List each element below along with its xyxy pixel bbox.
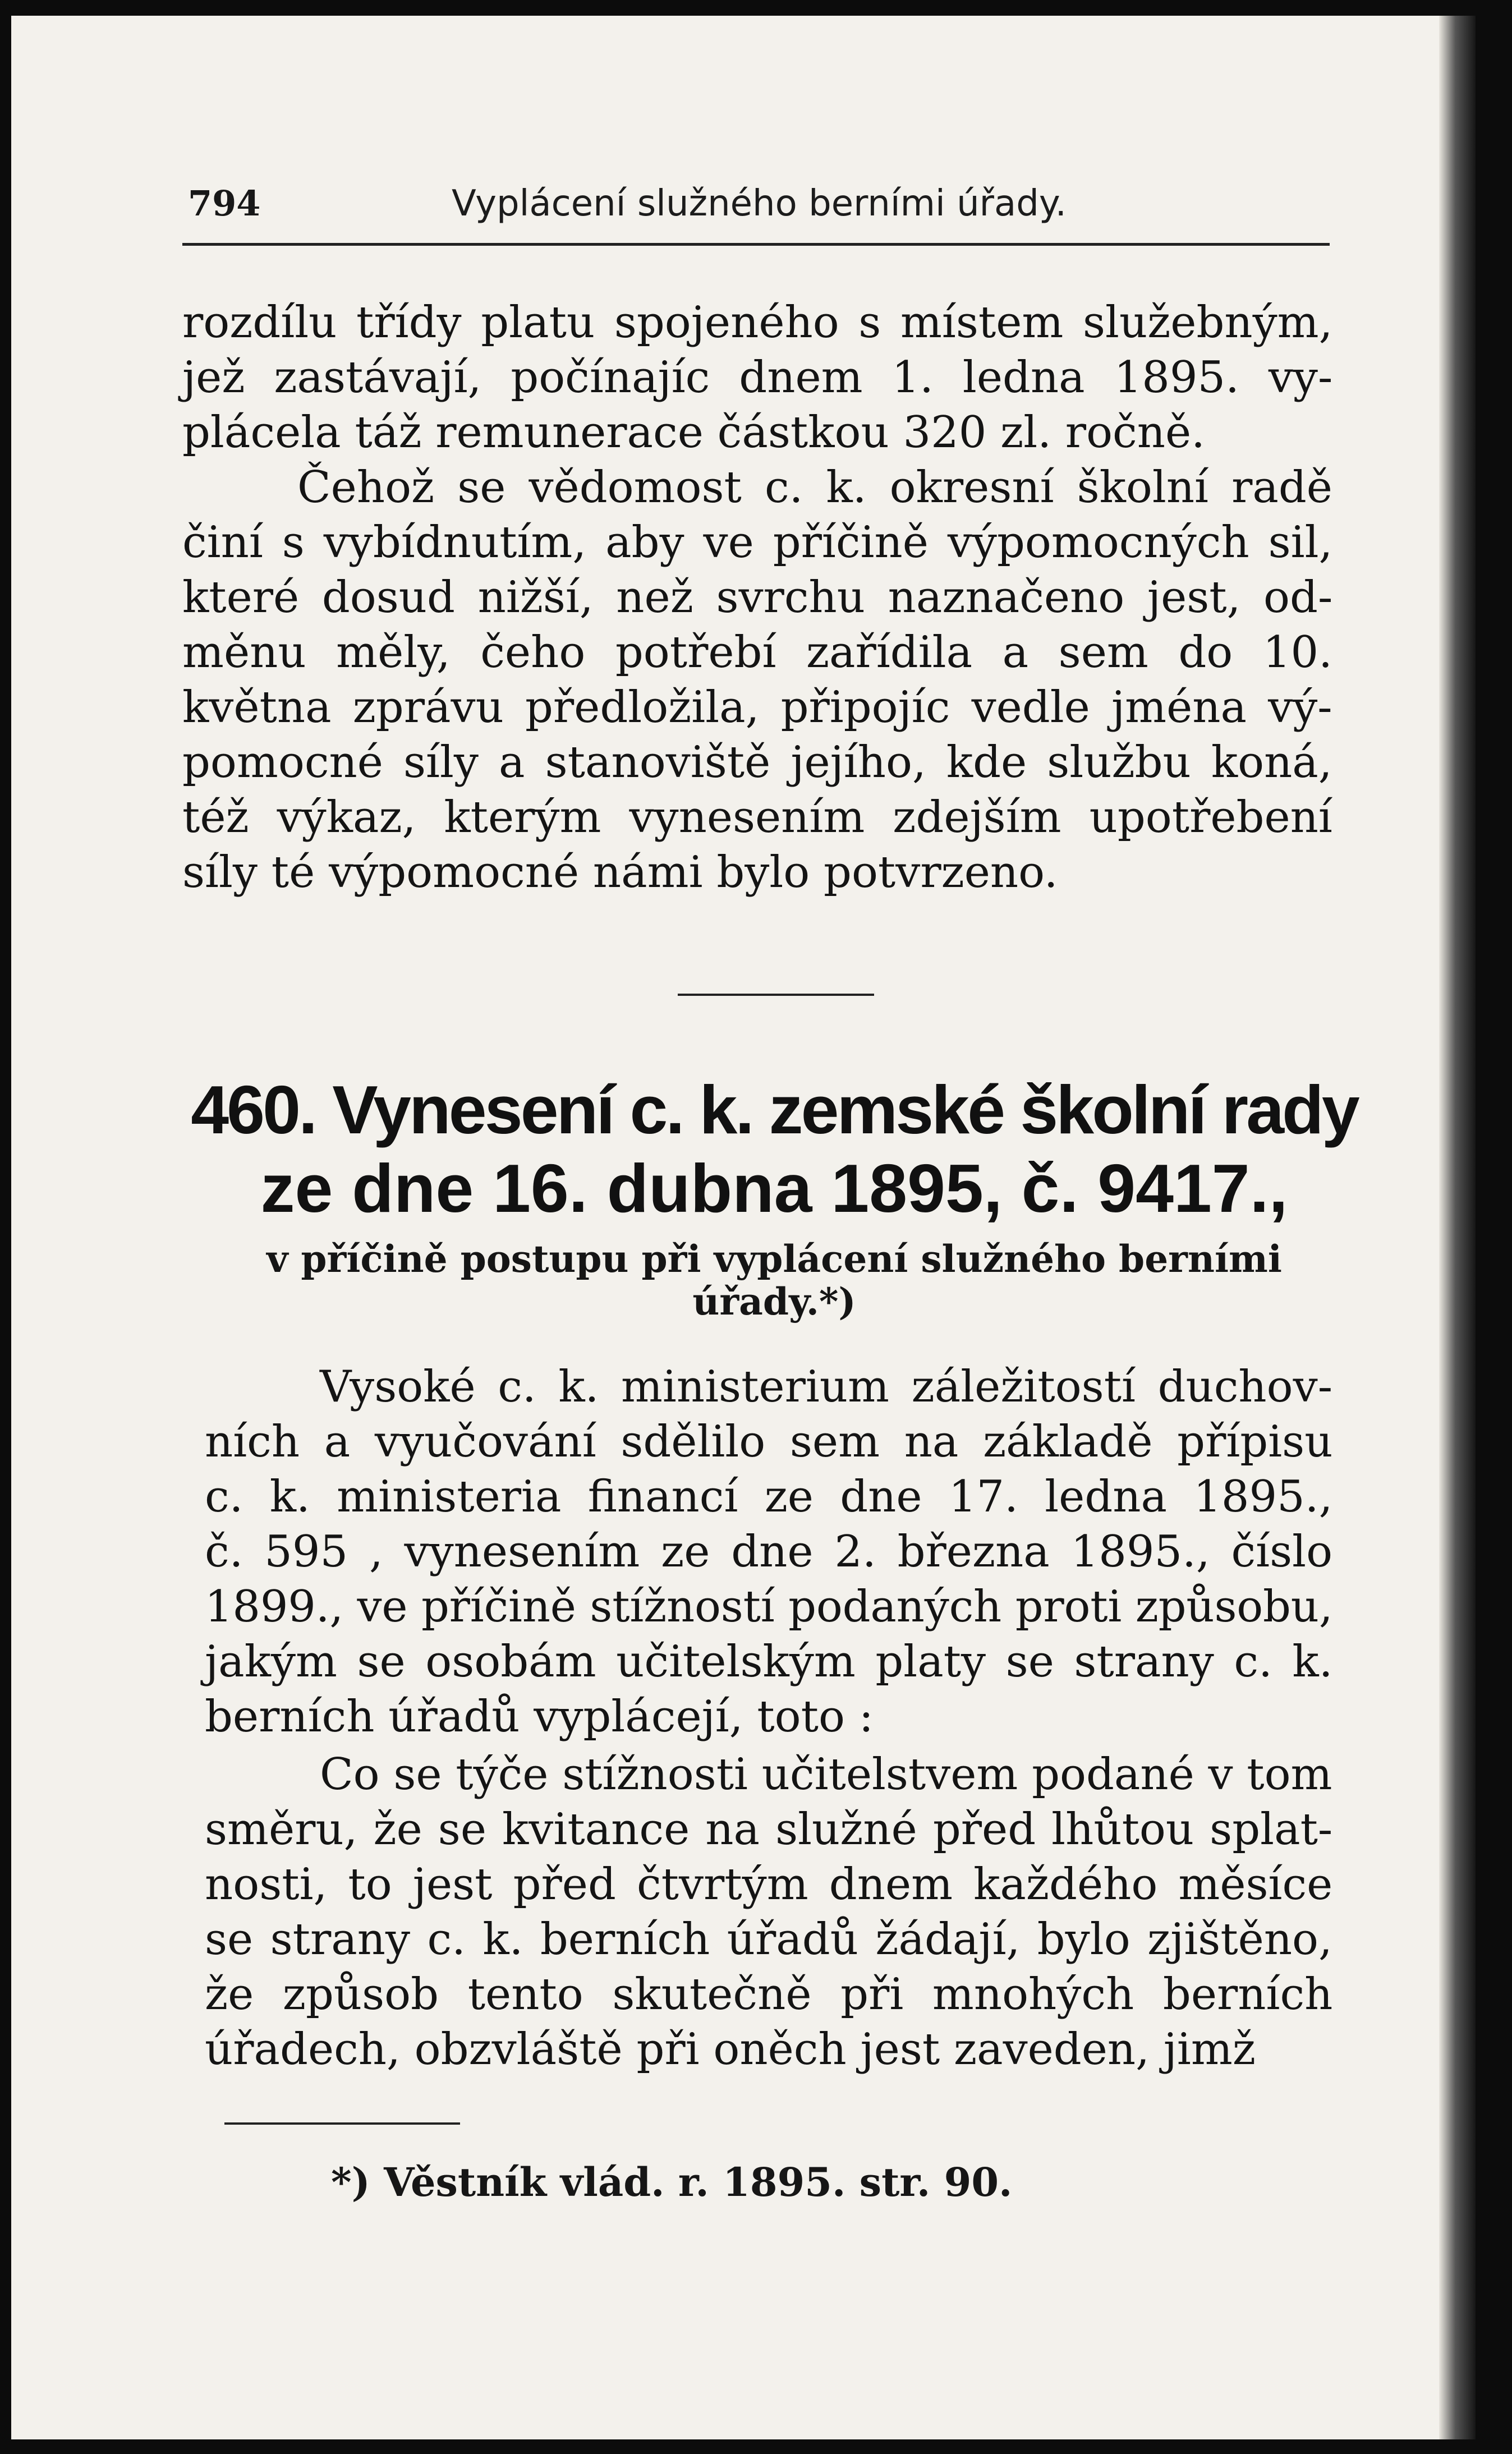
text-line: jež zastávají, počínajíc dnem 1. ledna 1895. vy- <box>182 352 1333 403</box>
text-line: Co se týče stížnosti učitelstvem podané v tom <box>320 1749 1332 1800</box>
text-line: rozdílu třídy platu spojeného s místem služebným, <box>182 297 1333 348</box>
text-line: měnu měly, čeho potřebí zařídila a sem do 10. <box>182 627 1332 678</box>
text-line: které dosud nižší, než svrchu naznačeno jest, od- <box>182 572 1333 623</box>
text-line: činí s vybídnutím, aby ve příčině výpomocných sil, <box>182 517 1333 568</box>
text-line: 1899., ve příčině stížností podaných proti způsobu, <box>205 1582 1333 1632</box>
text-line: jakým se osobám učitelským platy se strany c. k. <box>205 1637 1333 1687</box>
section-title <box>191 1070 1358 1228</box>
section-title-line: 460. Vynesení c. k. zemské školní rady <box>191 1072 1358 1148</box>
text-line: ních a vyučování sdělilo sem na základě přípisu <box>205 1417 1333 1467</box>
footnote: *) Věstník vlád. r. 1895. str. 90. <box>331 2159 1013 2205</box>
section-divider <box>678 994 874 996</box>
paragraph-4 <box>205 1747 1332 2077</box>
text-line: května zprávu předložila, připojíc vedle jména vý- <box>182 682 1332 733</box>
text-line: nosti, to jest před čtvrtým dnem každého měsíce <box>205 1859 1333 1910</box>
text-line: č. 595 , vynesením ze dne 2. března 1895., číslo <box>205 1527 1333 1577</box>
text-line: že způsob tento skutečně při mnohých berních <box>205 1969 1333 2020</box>
paragraph-1 <box>182 295 1332 460</box>
section-subtitle <box>191 1238 1358 1323</box>
running-title: Vyplácení služného berními úřady. <box>452 183 1067 224</box>
text-line: Čehož se vědomost c. k. okresní školní radě <box>297 462 1332 513</box>
text-line: úřadech, obzvláště při oněch jest zaveden, jimž <box>205 2024 1256 2075</box>
text-line: též výkaz, kterým vynesením zdejším upotřebení <box>182 792 1332 843</box>
paragraph-2 <box>182 460 1332 900</box>
text-line: c. k. ministeria financí ze dne 17. ledna 1895., <box>205 1472 1333 1522</box>
text-line: směru, že se kvitance na služné před lhůtou splat- <box>205 1804 1333 1855</box>
paragraph-3 <box>205 1359 1332 1744</box>
book-spine-shadow <box>1439 16 1476 2439</box>
text-line: berních úřadů vyplácejí, toto : <box>205 1692 874 1742</box>
page-header <box>182 178 1332 240</box>
text-line: se strany c. k. berních úřadů žádají, bylo zjištěno, <box>205 1914 1332 1965</box>
text-line: pomocné síly a stanoviště jejího, kde službu koná, <box>182 737 1332 788</box>
section-subtitle-line: v příčině postupu při vyplácení služného berními <box>266 1237 1282 1281</box>
section-title-line: ze dne 16. dubna 1895, č. 9417., <box>260 1150 1288 1226</box>
page-number: 794 <box>188 183 261 224</box>
text-line: plácela táž remunerace částkou 320 zl. ročně. <box>182 407 1205 458</box>
section-subtitle-line: úřady.*) <box>692 1280 856 1323</box>
header-rule <box>182 243 1330 246</box>
text-line: Vysoké c. k. ministerium záležitostí duchov- <box>320 1362 1333 1412</box>
footnote-rule <box>224 2122 460 2125</box>
text-line: síly té výpomocné námi bylo potvrzeno. <box>182 847 1058 898</box>
book-page <box>11 16 1476 2439</box>
